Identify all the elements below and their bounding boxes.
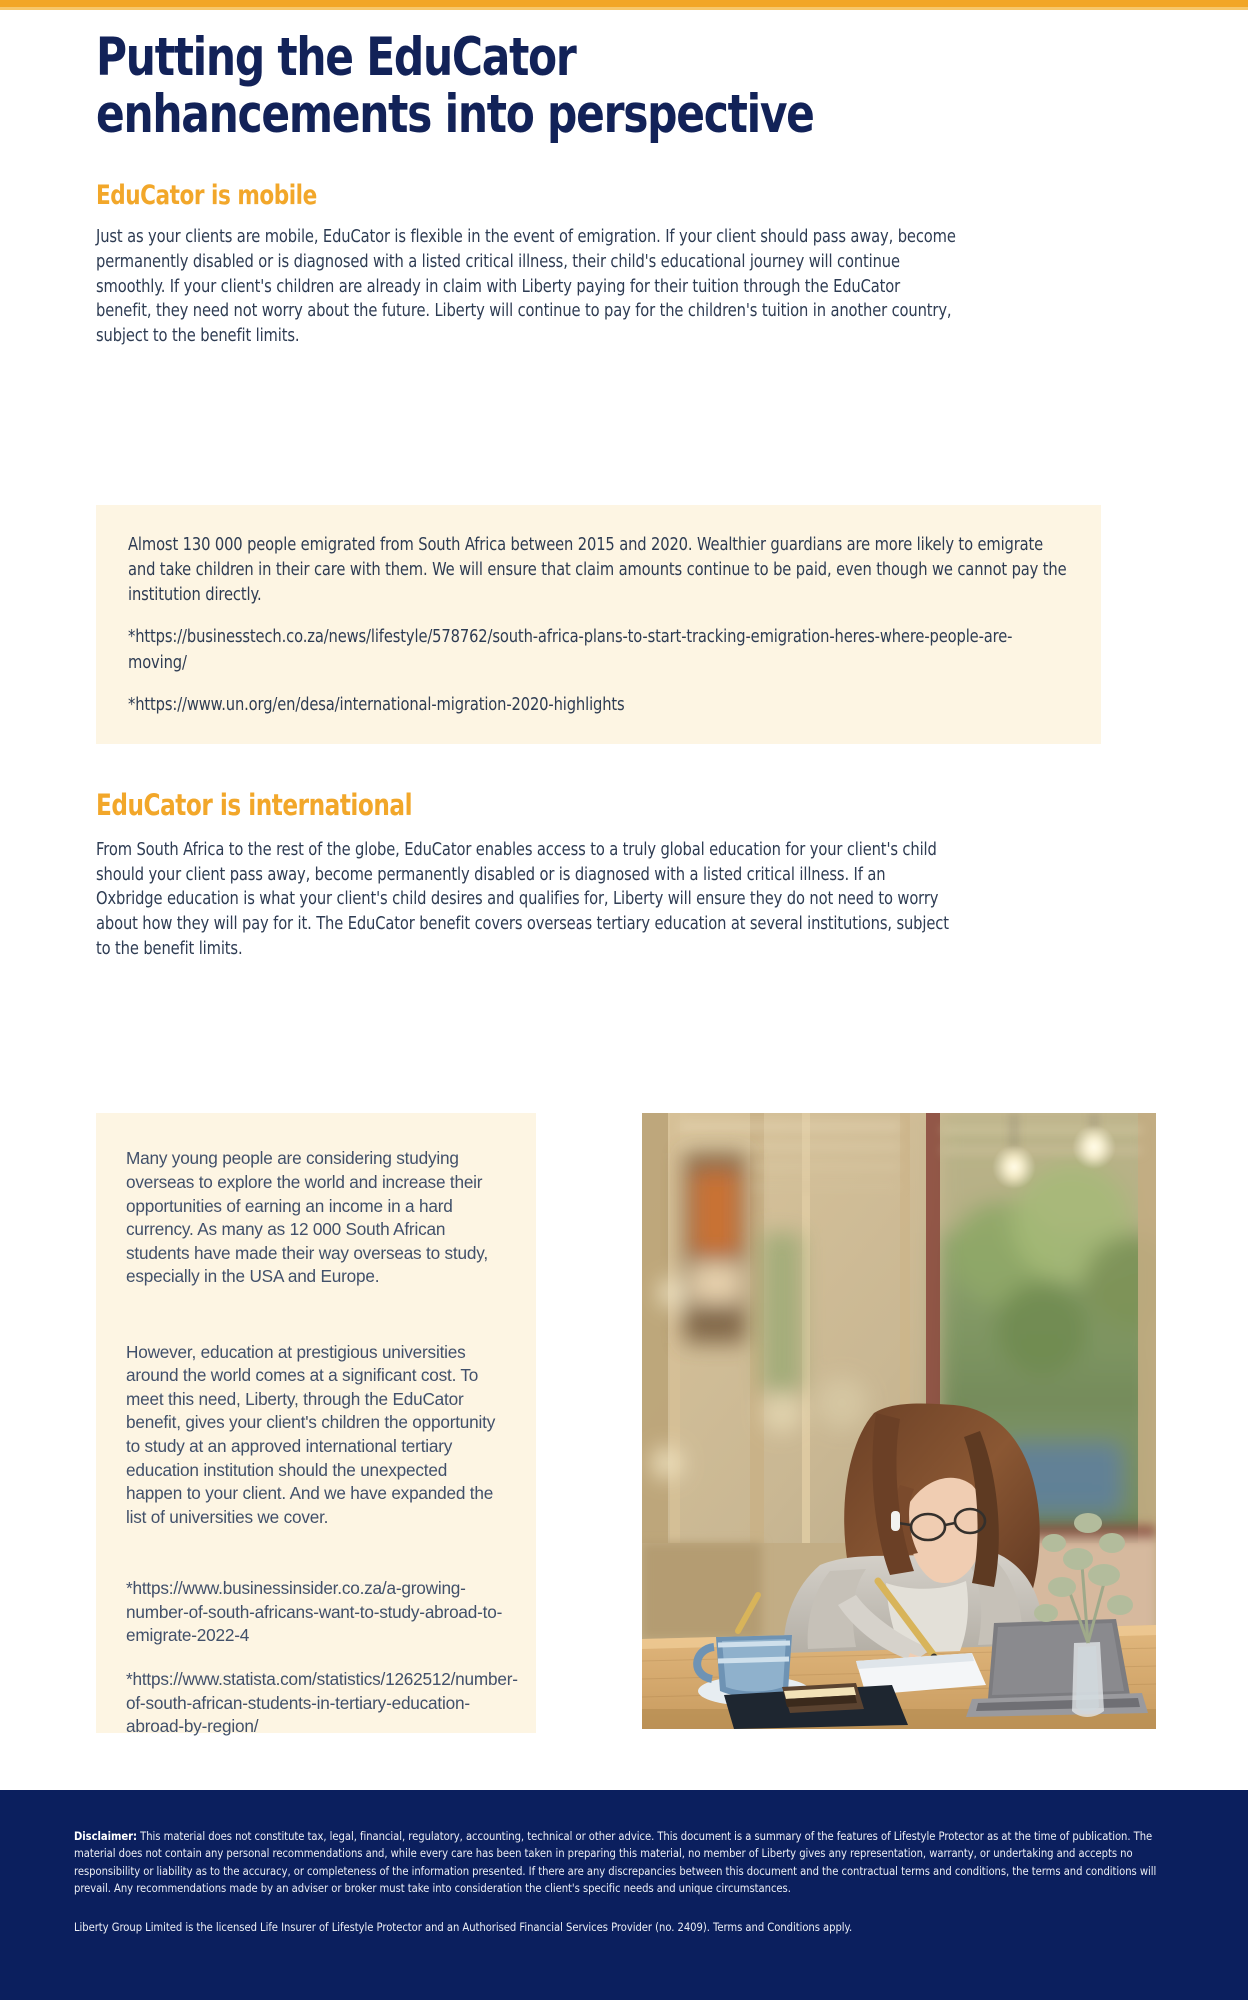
section-paragraph-mobile: Just as your clients are mobile, EduCator is flexible in the event of emigration. If your client should pass away, become permanently disabled or is diagnosed with a listed critical illness, their child's educational journey will continue smoothly. If your client's children are already in claim with Liberty paying for their tuition through the EduCator benefit, they need not worry about the future. Liberty will continue to pay for the children's tuition in another country, subject to the benefit limits. <box>96 227 956 346</box>
callout-study-abroad-body-2: However, education at prestigious universities around the world comes at a significant cost. To meet this need, Liberty, through the EduCator benefit, gives your client's children the opportunity to study at an approved international tertiary education institution should the unexpected happen to your client. And we have expanded the list of universities we cover. <box>126 1341 496 1527</box>
content-column <box>96 27 1156 1737</box>
footer-content <box>74 1828 1184 1937</box>
disclaimer-label: Disclaimer: <box>74 1829 138 1843</box>
section-paragraph-international: From South Africa to the rest of the globe, EduCator enables access to a truly global education for your client's child should your client pass away, become permanently disabled or is diagnosed with a listed critical illness. If an Oxbridge education is what your client's child desires and qualifies for, Liberty will ensure they do not need to worry about how they will pay for it. The EduCator benefit covers overseas tertiary education at several institutions, subject to the benefit limits. <box>96 839 949 959</box>
page-body <box>0 10 1248 1790</box>
section-heading-international: EduCator is international <box>96 788 413 823</box>
callout-study-abroad-source-1: *https://www.businessinsider.co.za/a-growing-number-of-south-africans-want-to-study-abroad-to-emigrate-2022-4 <box>126 1578 503 1646</box>
callout-study-abroad <box>96 1113 536 1737</box>
callout-emigration <box>96 505 1101 744</box>
callout-emigration-source-2: *https://www.un.org/en/desa/international-migration-2020-highlights <box>128 694 625 715</box>
callout-study-abroad-body-1: Many young people are considering studying overseas to explore the world and increase their opportunities of earning an income in a hard currency. As many as 12 000 South African students have made their way overseas to study, especially in the USA and Europe. <box>126 1148 488 1287</box>
disclaimer-paragraph <box>74 1828 1183 1897</box>
photo-student-studying <box>642 1113 1156 1729</box>
callout-study-abroad-source-2: *https://www.statista.com/statistics/1262512/number-of-south-african-students-in-tertiary-education-abroad-by-region/ <box>126 1668 518 1737</box>
callout-emigration-body: Almost 130 000 people emigrated from South Africa between 2015 and 2020. Wealthier guardians are more likely to emigrate and take children in their care with them. We will ensure that claim amounts continue to be paid, even though we cannot pay the institution directly. <box>128 534 1067 606</box>
top-accent-bar <box>0 0 1248 7</box>
page-title <box>96 27 1152 145</box>
footer-disclaimer-bar <box>0 1790 1248 2000</box>
page-title-line-2: enhancements into perspective <box>96 83 814 145</box>
section-heading-mobile: EduCator is mobile <box>96 180 317 212</box>
page-title-line-1: Putting the EduCator <box>96 27 576 88</box>
international-detail-block <box>96 1113 1156 1737</box>
callout-emigration-source-1: *https://businesstech.co.za/news/lifestyle/578762/south-africa-plans-to-start-tracking-emigration-heres-where-people-are-moving/ <box>128 627 1013 673</box>
legal-line: Liberty Group Limited is the licensed Life Insurer of Lifestyle Protector and an Authorised Financial Services Provider (no. 2409). Terms and Conditions apply. <box>74 1920 853 1935</box>
disclaimer-body: This material does not constitute tax, legal, financial, regulatory, accounting, technical or other advice. This document is a summary of the features of Lifestyle Protector as at the time of publication. The material does not contain any personal recommendations and, while every care has been taken in preparing this material, no member of Liberty gives any representation, warranty, or undertaking and accepts no responsibility or liability as to the accuracy, or completeness of the information presented. If there are any discrepancies between this document and the contractual terms and conditions, the terms and conditions will prevail. Any recommendations made by an adviser or broker must take into consideration the client's specific needs and unique circumstances. <box>74 1829 1157 1895</box>
